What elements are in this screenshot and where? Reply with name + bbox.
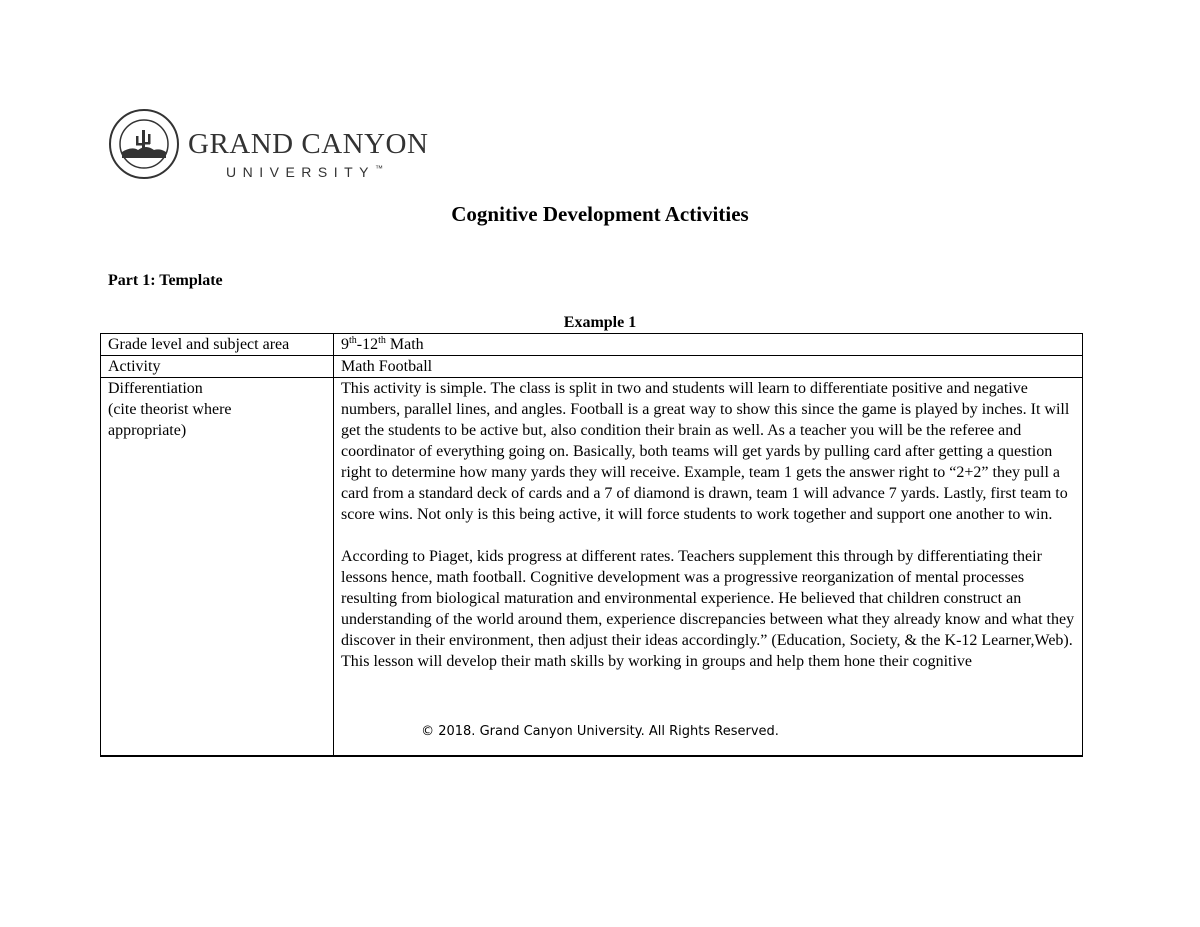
table-row xyxy=(101,356,1083,378)
differentiation-label: Differentiation (cite theorist where appropriate) xyxy=(101,378,334,757)
example-heading: Example 1 xyxy=(563,314,637,331)
copyright-footer: © 2018. Grand Canyon University. All Rights Reserved. xyxy=(421,724,779,739)
logo-wordmark-name: GRAND CANYON xyxy=(188,128,429,160)
logo-wordmark-university: UNIVERSITY™ xyxy=(226,164,384,180)
university-seal-icon xyxy=(108,108,180,180)
differentiation-value xyxy=(334,378,1083,757)
document-title: Cognitive Development Activities xyxy=(451,202,749,226)
activity-table xyxy=(100,333,1083,757)
grade-level-value: 9th-12th Math xyxy=(334,334,1083,356)
part-heading: Part 1: Template xyxy=(108,272,223,289)
activity-label: Activity xyxy=(101,356,334,378)
table-row xyxy=(101,334,1083,356)
differentiation-paragraph-1: This activity is simple. The class is split in two and students will learn to differentiate positive and negative numbers, parallel lines, and angles. Football is a great way to show this since the game is played by inches. It will get the students to be active but, also condition their brain as well. As a teacher you will be the referee and coordinator of everything going on. Basically, both teams will get yards by pulling card after getting a question right to determine how many yards they will receive. Example, team 1 gets the answer right to “2+2” they pull a card from a standard deck of cards and a 7 of diamond is drawn, team 1 will advance 7 yards. Lastly, first team to score wins. Not only is this being active, it will force students to work together and support one another to win. xyxy=(341,380,1070,523)
grade-level-label: Grade level and subject area xyxy=(101,334,334,356)
differentiation-paragraph-2: According to Piaget, kids progress at different rates. Teachers supplement this through by differentiating their lessons hence, math football. Cognitive development was a progressive reorganization of mental processes resulting from biological maturation and environmental experience. He believed that children construct an understanding of the world around them, experience discrepancies between what they already know and what they discover in their environment, then adjust their ideas accordingly.” (Education, Society, & the K-12 Learner,Web). This lesson will develop their math skills by working in groups and help them hone their cognitive xyxy=(341,548,1075,670)
activity-value: Math Football xyxy=(334,356,1083,378)
university-logo xyxy=(108,108,428,180)
table-row xyxy=(101,378,1083,757)
